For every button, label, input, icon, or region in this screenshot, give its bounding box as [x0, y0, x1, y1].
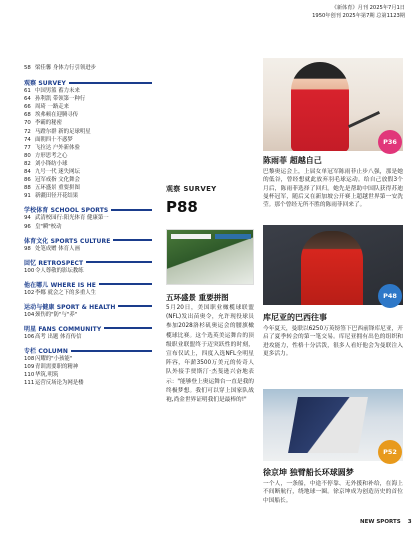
- section-rule: [111, 209, 152, 211]
- story-text: 巴黎奥运会上，上届女单冠军陈雨菲止步八强，那是她的低谷，曾经想就此放弃羽毛球运动。给自己放假3个月后，陈雨菲选择了回归。她先是帮助中国队获得苏迪曼杯冠军，随后又在新加坡公开赛上超越世界第一安洗莹。那个曾经无所不胜的陈雨菲回来了。: [263, 169, 403, 209]
- toc-section-fans-community: [24, 324, 152, 341]
- toc-item[interactable]: 64 孙利凯 带领第一种行: [24, 96, 86, 103]
- sailor-figure: [288, 397, 368, 453]
- section-rule: [99, 283, 152, 285]
- toc-item[interactable]: 72 马蹬尔群 新的足球明星: [24, 128, 91, 135]
- section-heading: 运动与健康 SPORT & HEALTH: [24, 303, 116, 311]
- toc-item[interactable]: 104颈伤的"防"与"养": [24, 311, 78, 318]
- toc-item[interactable]: 91 新疆田径开花结果: [24, 193, 79, 200]
- footer-page-number: 3: [407, 519, 412, 525]
- toc-item[interactable]: 94 武清校园行:阳光体育 健康第一: [24, 215, 109, 222]
- toc-item[interactable]: 98 处笔成赠 体育人画: [24, 245, 80, 252]
- section-rule: [118, 305, 152, 307]
- issue-date-line: 《新体育》月刊 2025年7月1日: [331, 5, 405, 11]
- footer-brand: NEW SPORTS: [360, 519, 401, 525]
- toc-item[interactable]: 58 梁佳馨 身体力行引领进步: [24, 65, 97, 71]
- toc-item[interactable]: 80 方形思考之心: [24, 152, 68, 159]
- toc-section-where-is-he: [24, 280, 152, 297]
- section-heading: 回忆 RETROSPECT: [24, 259, 84, 267]
- toc-item[interactable]: 82 刘小锋纺小球: [24, 160, 68, 167]
- toc-item[interactable]: 106高考 出题 体育传信: [24, 333, 82, 340]
- story-title[interactable]: 陈雨菲 超越自己: [263, 156, 322, 165]
- section-heading: 学校体育 SCHOOL SPORTS: [24, 207, 109, 215]
- toc-section-sports-culture: [24, 236, 152, 253]
- toc-item[interactable]: 110华筑,明筑: [24, 372, 59, 379]
- feature-caption: 五环盛景 重要拼图: [166, 293, 229, 302]
- toc-section-column: [24, 346, 152, 387]
- thumb-decoration: [215, 234, 251, 239]
- toc-item[interactable]: 74 面朝四十不惑梦: [24, 136, 73, 143]
- section-rule: [71, 350, 152, 352]
- section-rule: [86, 261, 152, 263]
- issue-number-line: 1950年创刊 2025年第7期 总第1123期: [312, 13, 405, 19]
- page-badge[interactable]: P52: [378, 440, 402, 464]
- toc-section-school-sports: [24, 205, 152, 230]
- toc-item[interactable]: 111运营反场论为网是楼: [24, 380, 84, 387]
- toc-item[interactable]: 109青训需要职的精神: [24, 364, 79, 371]
- section-rule: [104, 327, 152, 329]
- feature-section-label: 观察 SURVEY: [166, 185, 217, 193]
- toc-item[interactable]: 66 周琦 一路走来: [24, 104, 70, 111]
- masthead-info: [235, 4, 405, 20]
- toc-section-survey: [24, 78, 152, 200]
- thumb-decoration: [171, 234, 211, 239]
- story-title[interactable]: 库尼亚的巴西往事: [263, 313, 327, 322]
- toc-section-sport-health: [24, 302, 152, 319]
- toc-section-retrospect: [24, 258, 152, 275]
- section-heading: 观察 SURVEY: [24, 80, 66, 88]
- toc-item[interactable]: 70 李霸的秘密: [24, 120, 62, 127]
- racket-shape: [348, 111, 380, 128]
- section-rule: [69, 82, 152, 84]
- section-heading: 专栏 COLUMN: [24, 348, 68, 356]
- feature-thumbnail-image[interactable]: [166, 229, 254, 285]
- section-heading: 明星 FANS COMMUNITY: [24, 325, 102, 333]
- page-footer: [360, 519, 412, 525]
- player-figure: [291, 62, 349, 151]
- page-badge[interactable]: P48: [378, 284, 402, 308]
- toc-item[interactable]: 102李娜 就会之下的多重人生: [24, 289, 97, 296]
- toc-item[interactable]: 96 皇"瞬"校动: [24, 223, 62, 230]
- toc-item[interactable]: 86 冠军戒指 文化舞会: [24, 177, 80, 184]
- toc-item[interactable]: 77 飞拉达 户外新体验: [24, 144, 80, 151]
- story-text: 一个人，一条船，中途不停靠、无外援和补给，在海上不间断航行，绕地球一圈。徐京坤成为创造历史的首位中国船长。: [263, 481, 403, 504]
- toc-item[interactable]: 84 九号一代 迷失网坛: [24, 169, 80, 176]
- player-figure: [301, 231, 363, 305]
- section-heading: 体育文化 SPORTS CULTURE: [24, 237, 111, 245]
- feature-page-number[interactable]: P88: [166, 198, 198, 216]
- toc-item[interactable]: 88 五环盛景 重要拼图: [24, 185, 80, 192]
- section-rule: [113, 239, 152, 241]
- table-of-contents: [24, 64, 152, 387]
- toc-item[interactable]: 68 埃弗顿在迎腾寻传: [24, 112, 79, 119]
- toc-item[interactable]: 108闪耀的"小孩能": [24, 356, 73, 363]
- section-heading: 他在哪儿 WHERE IS HE: [24, 281, 96, 289]
- feature-body-text: 5月20日，美国职业橄榄球联盟(NFL)发出苗奥令，允许现役球员参加2028洛杉矶奥运会的腰旗橄榄球比赛。这个选英美运舞台的顶级职业联盟终于迈突跃性的时刻，宣布仅试上，四度入选NFL全明星阵容，年薪3500万美元的传奇人队外接手贾斯汀·杰斐逊兴奋地表示："能够登上奥运舞台一直是我的终极梦想。我们可以穿上国家队战袍,尚金世界证明我们是最棒的!": [166, 305, 254, 404]
- story-text: 今年夏天，曼联以6250万英镑签下巴西前锋库尼亚，开启了夏季转会的第一笔交易。库尼亚拥有出色的组织和进攻能力，性格十分活泼，很多人看好他会为曼联注入更多活力。: [263, 326, 403, 357]
- page-badge[interactable]: P36: [378, 130, 402, 154]
- toc-item[interactable]: 100令人尊敬的影坛教练: [24, 267, 84, 274]
- story-title[interactable]: 徐京坤 独臂船长环球圆梦: [263, 468, 354, 477]
- toc-item[interactable]: 61 中国男篮 蓄力未来: [24, 88, 80, 95]
